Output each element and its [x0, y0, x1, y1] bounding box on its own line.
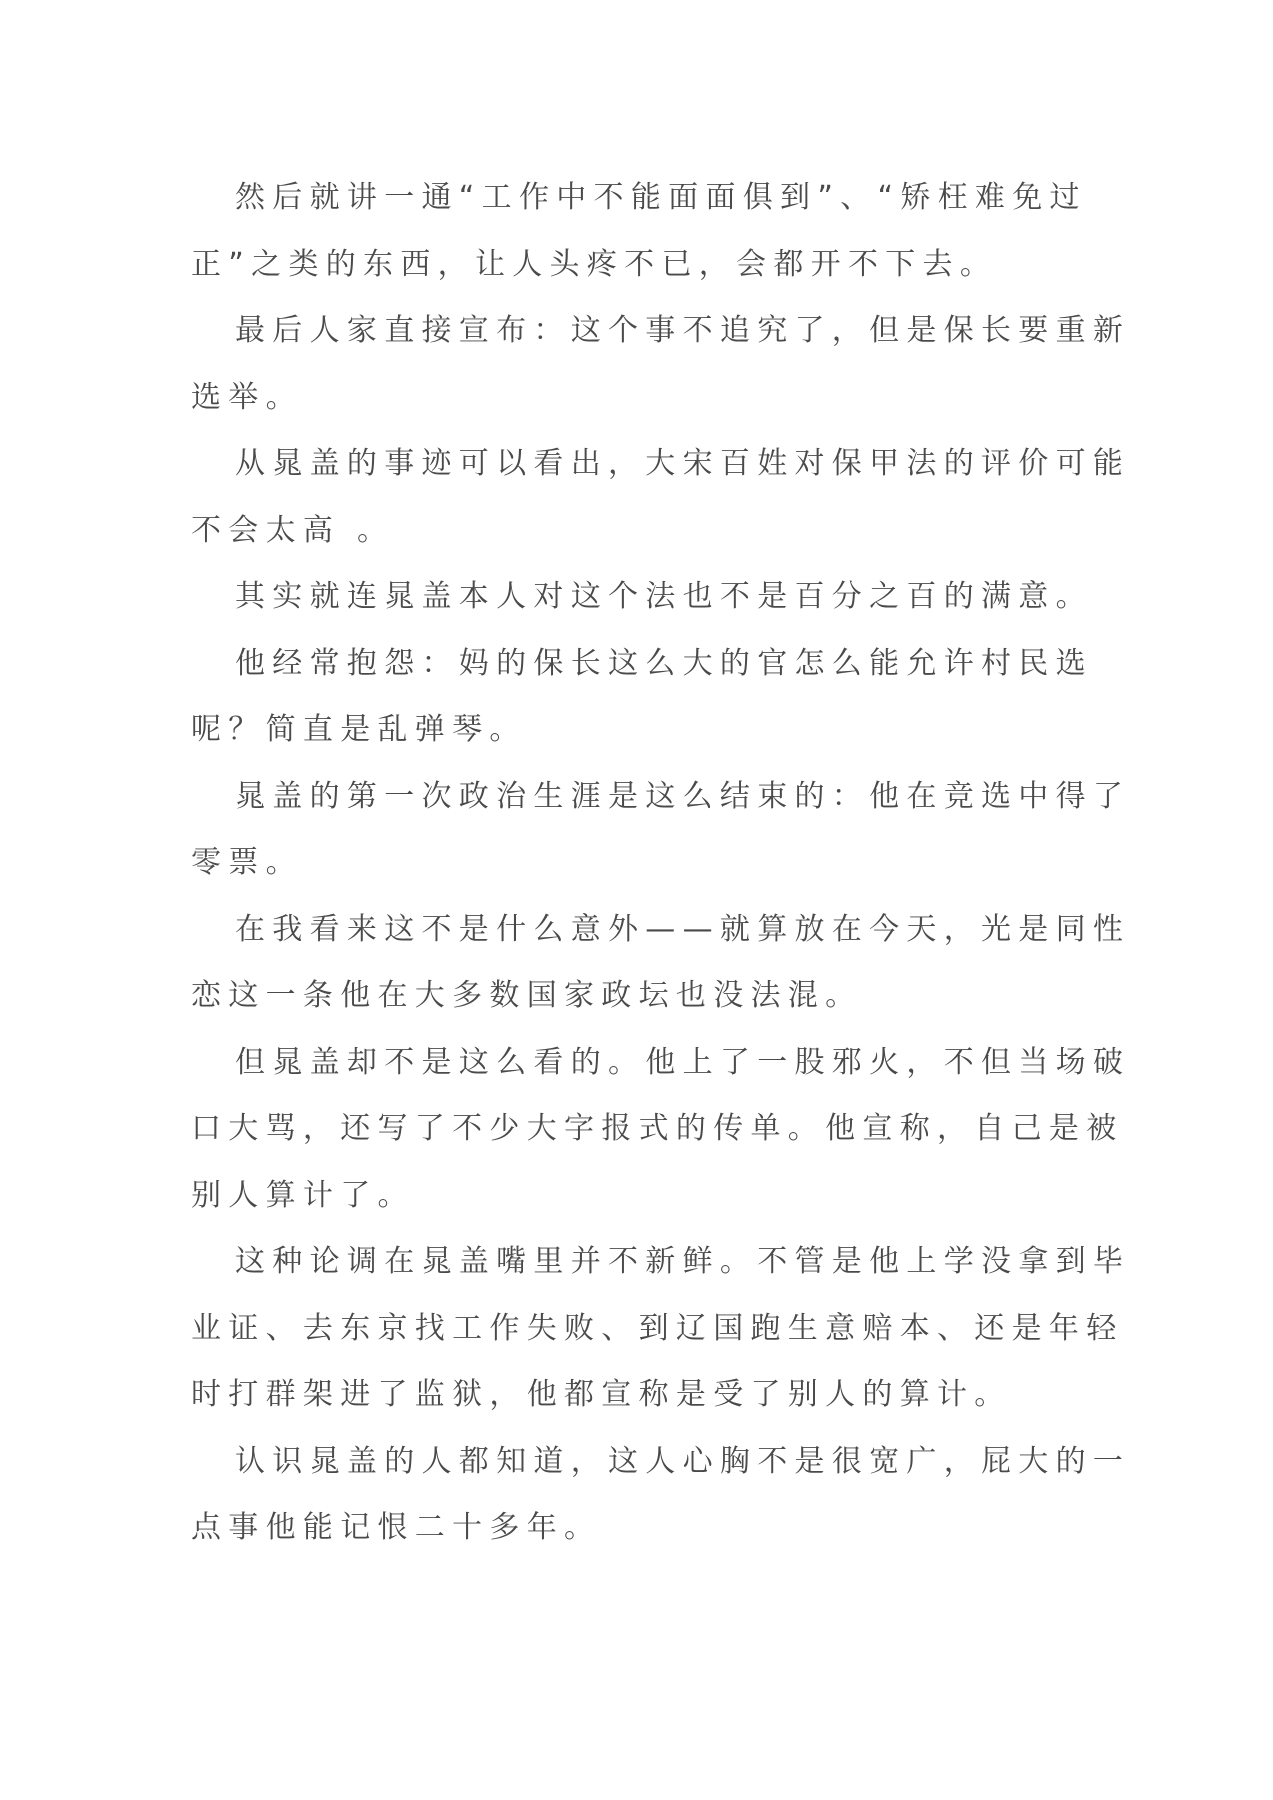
text-line: 点事他能记恨二十多年。 — [191, 1510, 602, 1545]
text-line: 从晁盖的事迹可以看出，大宋百姓对保甲法的评价可能 — [235, 446, 1131, 481]
body-text — [191, 165, 1131, 1562]
text-line: 业证、去东京找工作失败、到辽国跑生意赔本、还是年轻 — [191, 1310, 1124, 1346]
text-line: 他经常抱怨：妈的保长这么大的官怎么能允许村民选 — [235, 645, 1093, 681]
paragraph — [191, 631, 1091, 764]
paragraph — [191, 298, 1131, 431]
text-line: 别人算计了。 — [191, 1177, 415, 1213]
text-line: 晁盖的第一次政治生涯是这么结束的：他在竞选中得了 — [235, 778, 1131, 814]
text-line: 时打群架进了监狱，他都宣称是受了别人的算计。 — [191, 1377, 1012, 1412]
text-line: 恋这一条他在大多数国家政坛也没法混。 — [191, 978, 863, 1013]
text-line: 选举。 — [191, 379, 303, 415]
text-line: 然后就讲一通“工作中不能面面俱到”、“矫枉难免过 — [235, 180, 1087, 215]
text-line: 呢？简直是乱弹琴。 — [191, 712, 527, 747]
text-line: 正”之类的东西，让人头疼不已，会都开不下去。 — [191, 246, 998, 282]
paragraph — [191, 1030, 1131, 1230]
text-line: 这种论调在晁盖嘴里并不新鲜。不管是他上学没拿到毕 — [235, 1244, 1131, 1279]
paragraph — [191, 1229, 1131, 1429]
text-line: 但晁盖却不是这么看的。他上了一股邪火，不但当场破 — [235, 1044, 1131, 1080]
text-line: 其实就连晁盖本人对这个法也不是百分之百的满意。 — [235, 579, 1093, 614]
paragraph — [191, 431, 1131, 564]
paragraph — [191, 764, 1131, 897]
paragraph — [191, 1429, 1131, 1562]
paragraph — [191, 564, 1091, 631]
text-line: 口大骂，还写了不少大字报式的传单。他宣称，自己是被 — [191, 1111, 1124, 1146]
text-line: 在我看来这不是什么意外——就算放在今天，光是同性 — [235, 911, 1131, 947]
paragraph — [191, 897, 1131, 1030]
text-line: 不会太高 。 — [191, 512, 395, 548]
text-line: 最后人家直接宣布：这个事不追究了，但是保长要重新 — [235, 313, 1131, 348]
text-line: 零票。 — [191, 845, 303, 880]
text-line: 认识晁盖的人都知道，这人心胸不是很宽广，屁大的一 — [235, 1443, 1131, 1479]
paragraph — [191, 165, 1091, 298]
